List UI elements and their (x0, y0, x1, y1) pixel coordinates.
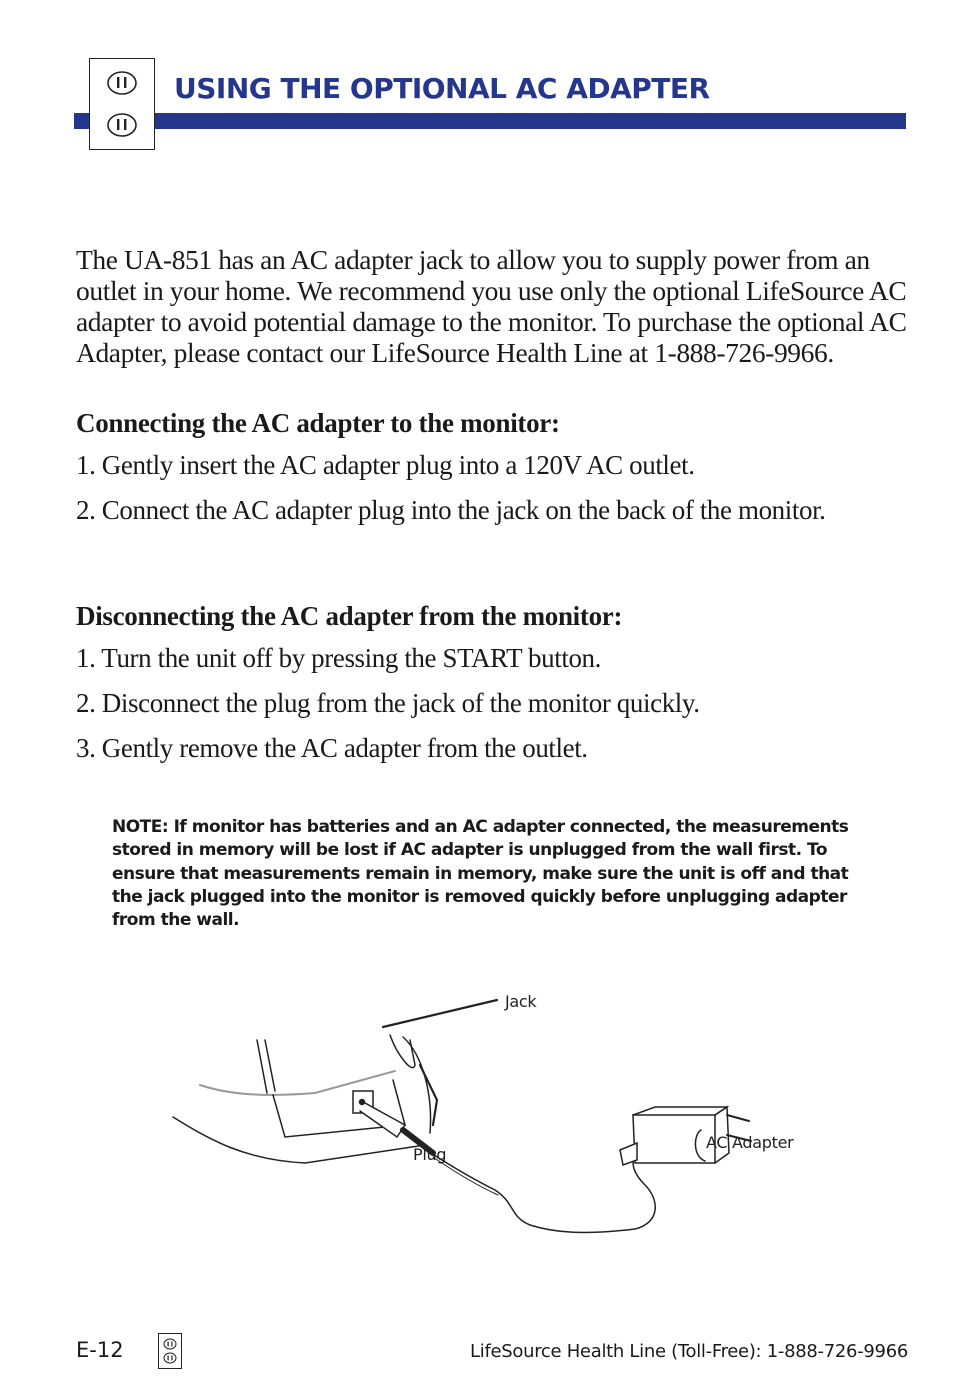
jack-leader-line (383, 1000, 497, 1027)
page-title: USING THE OPTIONAL AC ADAPTER (174, 72, 710, 105)
connecting-step-2: 2. Connect the AC adapter plug into the jack on the back of the monitor. (76, 495, 826, 525)
note-text: NOTE: If monitor has batteries and an AC adapter connected, the measurements stored in memory will be lost if AC adapter is unplugged from the wall first. To ensure that measurements remain in memory, make sure the unit is off and that the jack plugged into the monitor is removed quickly before unplugging adapter from the wall. (112, 817, 849, 931)
monitor-edge-right (390, 1035, 415, 1068)
jack-label: Jack (505, 992, 537, 1011)
monitor-edge-left-inner (265, 1040, 275, 1091)
outlet-icon (89, 58, 155, 150)
disconnecting-heading: Disconnecting the AC adapter from the monitor: (76, 601, 623, 631)
connecting-step-1: 1. Gently insert the AC adapter plug into a 120V AC outlet. (76, 450, 695, 480)
ac-adapter-label: AC Adapter (706, 1133, 794, 1152)
header-bar (74, 113, 906, 129)
adapter-cord (431, 1153, 655, 1232)
disconnecting-step-3: 3. Gently remove the AC adapter from the outlet. (76, 733, 588, 763)
intro-paragraph: The UA-851 has an AC adapter jack to allow you to supply power from an outlet in your home. We recommend you use only the optional LifeSource AC adapter to avoid potential damage to the monitor. To purchase the optional AC Adapter, please contact our LifeSource Health Line at 1-888-726-9966. (76, 244, 907, 368)
monitor-edge-right-outer (403, 1037, 431, 1133)
plug-label: Plug (413, 1145, 447, 1164)
adapter-diagram (165, 985, 815, 1255)
adapter-cord-grommet (620, 1143, 637, 1165)
monitor-edge-left (257, 1040, 267, 1093)
jack-hole (360, 1100, 365, 1105)
connecting-heading: Connecting the AC adapter to the monitor: (76, 408, 560, 438)
page-number: E-12 (76, 1338, 124, 1362)
adapter-body (633, 1115, 715, 1163)
disconnecting-step-2: 2. Disconnect the plug from the jack of the monitor quickly. (76, 688, 700, 718)
outlet-small-icon (158, 1333, 182, 1369)
disconnecting-step-1: 1. Turn the unit off by pressing the START button. (76, 643, 601, 673)
plug-barrel (360, 1103, 405, 1137)
adapter-top (633, 1107, 727, 1115)
footer-contact: LifeSource Health Line (Toll-Free): 1-888-726-9966 (470, 1341, 908, 1362)
